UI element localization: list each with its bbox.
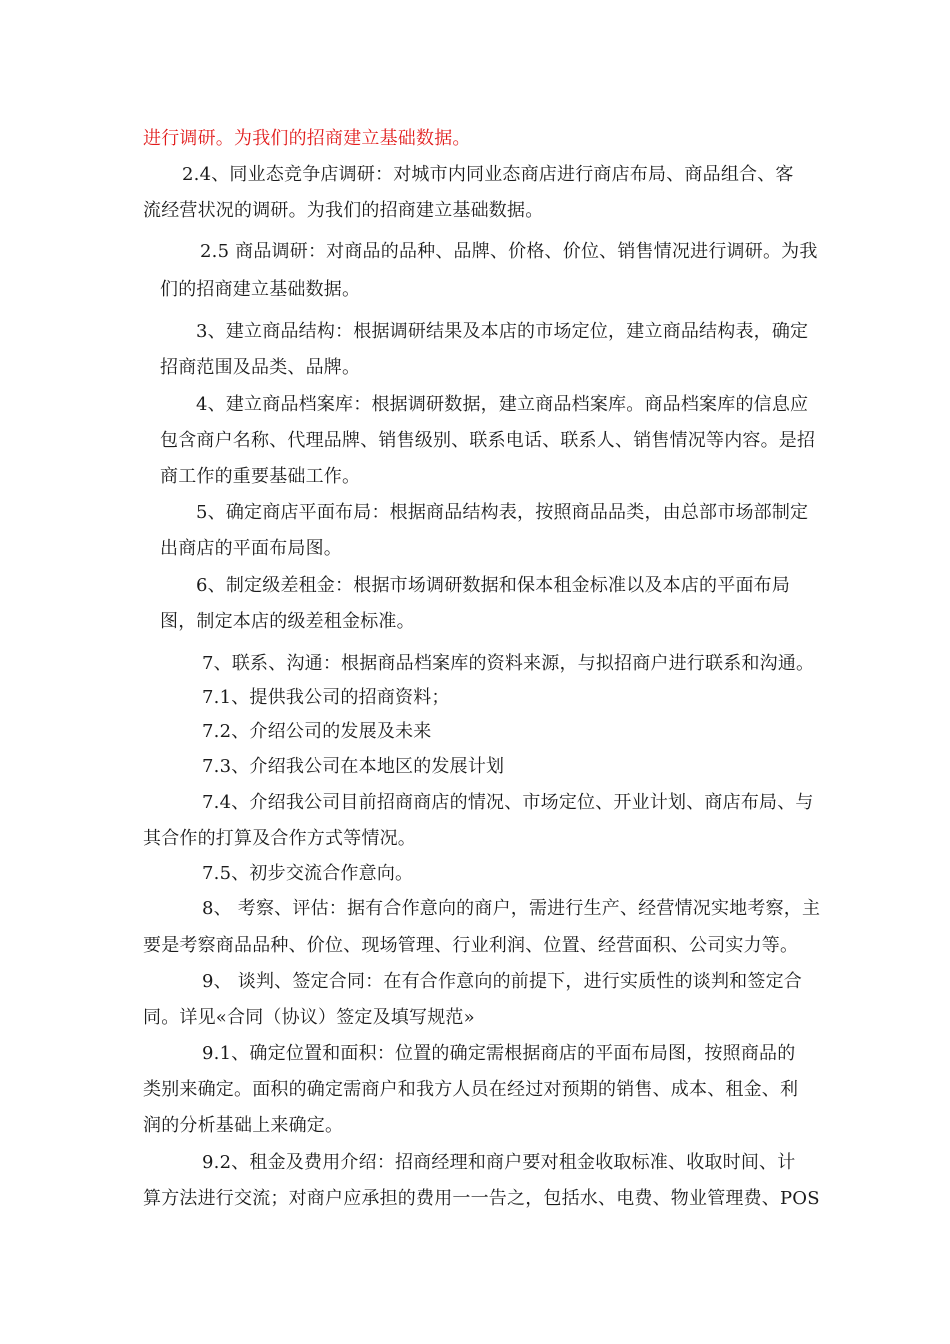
paragraph-line-9-1: 9.1、确定位置和面积：位置的确定需根据商店的平面布局图，按照商品的 [202,1043,796,1064]
paragraph-line-7-2: 7.2、介绍公司的发展及未来 [202,721,432,742]
paragraph-line-8: 8、 考察、评估：据有合作意向的商户，需进行生产、经营情况实地考察，主 [202,898,821,919]
paragraph-line-5-cont: 出商店的平面布局图。 [160,538,342,559]
paragraph-line-9-cont: 同。详见«合同（协议）签定及填写规范» [143,1007,475,1028]
paragraph-line-2-5-cont: 们的招商建立基础数据。 [160,279,361,300]
paragraph-line-9-2: 9.2、租金及费用介绍：招商经理和商户要对租金收取标准、收取时间、计 [202,1152,796,1173]
paragraph-line-7: 7、联系、沟通：根据商品档案库的资料来源，与拟招商户进行联系和沟通。 [202,653,815,674]
paragraph-line-9-2-cont: 算方法进行交流；对商户应承担的费用一一告之，包括水、电费、物业管理费、POS [143,1188,820,1209]
paragraph-line-9-1-cont2: 润的分析基础上来确定。 [143,1115,344,1136]
paragraph-line-6: 6、制定级差租金：根据市场调研数据和保本租金标准以及本店的平面布局 [196,575,791,596]
paragraph-line-9-1-cont1: 类别来确定。面积的确定需商户和我方人员在经过对预期的销售、成本、租金、利 [143,1079,799,1100]
paragraph-line-9: 9、 谈判、签定合同：在有合作意向的前提下，进行实质性的谈判和签定合 [202,971,802,992]
paragraph-line-5: 5、确定商店平面布局：根据商品结构表，按照商品品类，由总部市场部制定 [196,502,809,523]
paragraph-line-4: 4、建立商品档案库：根据调研数据，建立商品档案库。商品档案库的信息应 [196,394,809,415]
paragraph-line-7-4-cont: 其合作的打算及合作方式等情况。 [143,828,416,849]
paragraph-line-3: 3、建立商品结构：根据调研结果及本店的市场定位，建立商品结构表，确定 [196,321,809,342]
paragraph-line-4-cont2: 商工作的重要基础工作。 [160,466,361,487]
paragraph-line-7-4: 7.4、介绍我公司目前招商商店的情况、市场定位、开业计划、商店布局、与 [202,792,814,813]
paragraph-line-2-4: 2.4、同业态竞争店调研：对城市内同业态商店进行商店布局、商品组合、客 [182,164,794,185]
paragraph-line-intro: 进行调研。为我们的招商建立基础数据。 [143,128,471,149]
paragraph-line-3-cont: 招商范围及品类、品牌。 [160,357,361,378]
paragraph-line-8-cont: 要是考察商品品种、价位、现场管理、行业利润、位置、经营面积、公司实力等。 [143,935,799,956]
paragraph-line-7-1: 7.1、提供我公司的招商资料； [202,687,450,708]
paragraph-line-2-5: 2.5 商品调研：对商品的品种、品牌、价格、价位、销售情况进行调研。为我 [200,241,818,262]
paragraph-line-7-5: 7.5、初步交流合作意向。 [202,863,414,884]
paragraph-line-7-3: 7.3、介绍我公司在本地区的发展计划 [202,756,505,777]
paragraph-line-2-4-cont: 流经营状况的调研。为我们的招商建立基础数据。 [143,200,544,221]
paragraph-line-4-cont1: 包含商户名称、代理品牌、销售级别、联系电话、联系人、销售情况等内容。是招 [160,430,816,451]
paragraph-line-6-cont: 图，制定本店的级差租金标准。 [160,611,415,632]
